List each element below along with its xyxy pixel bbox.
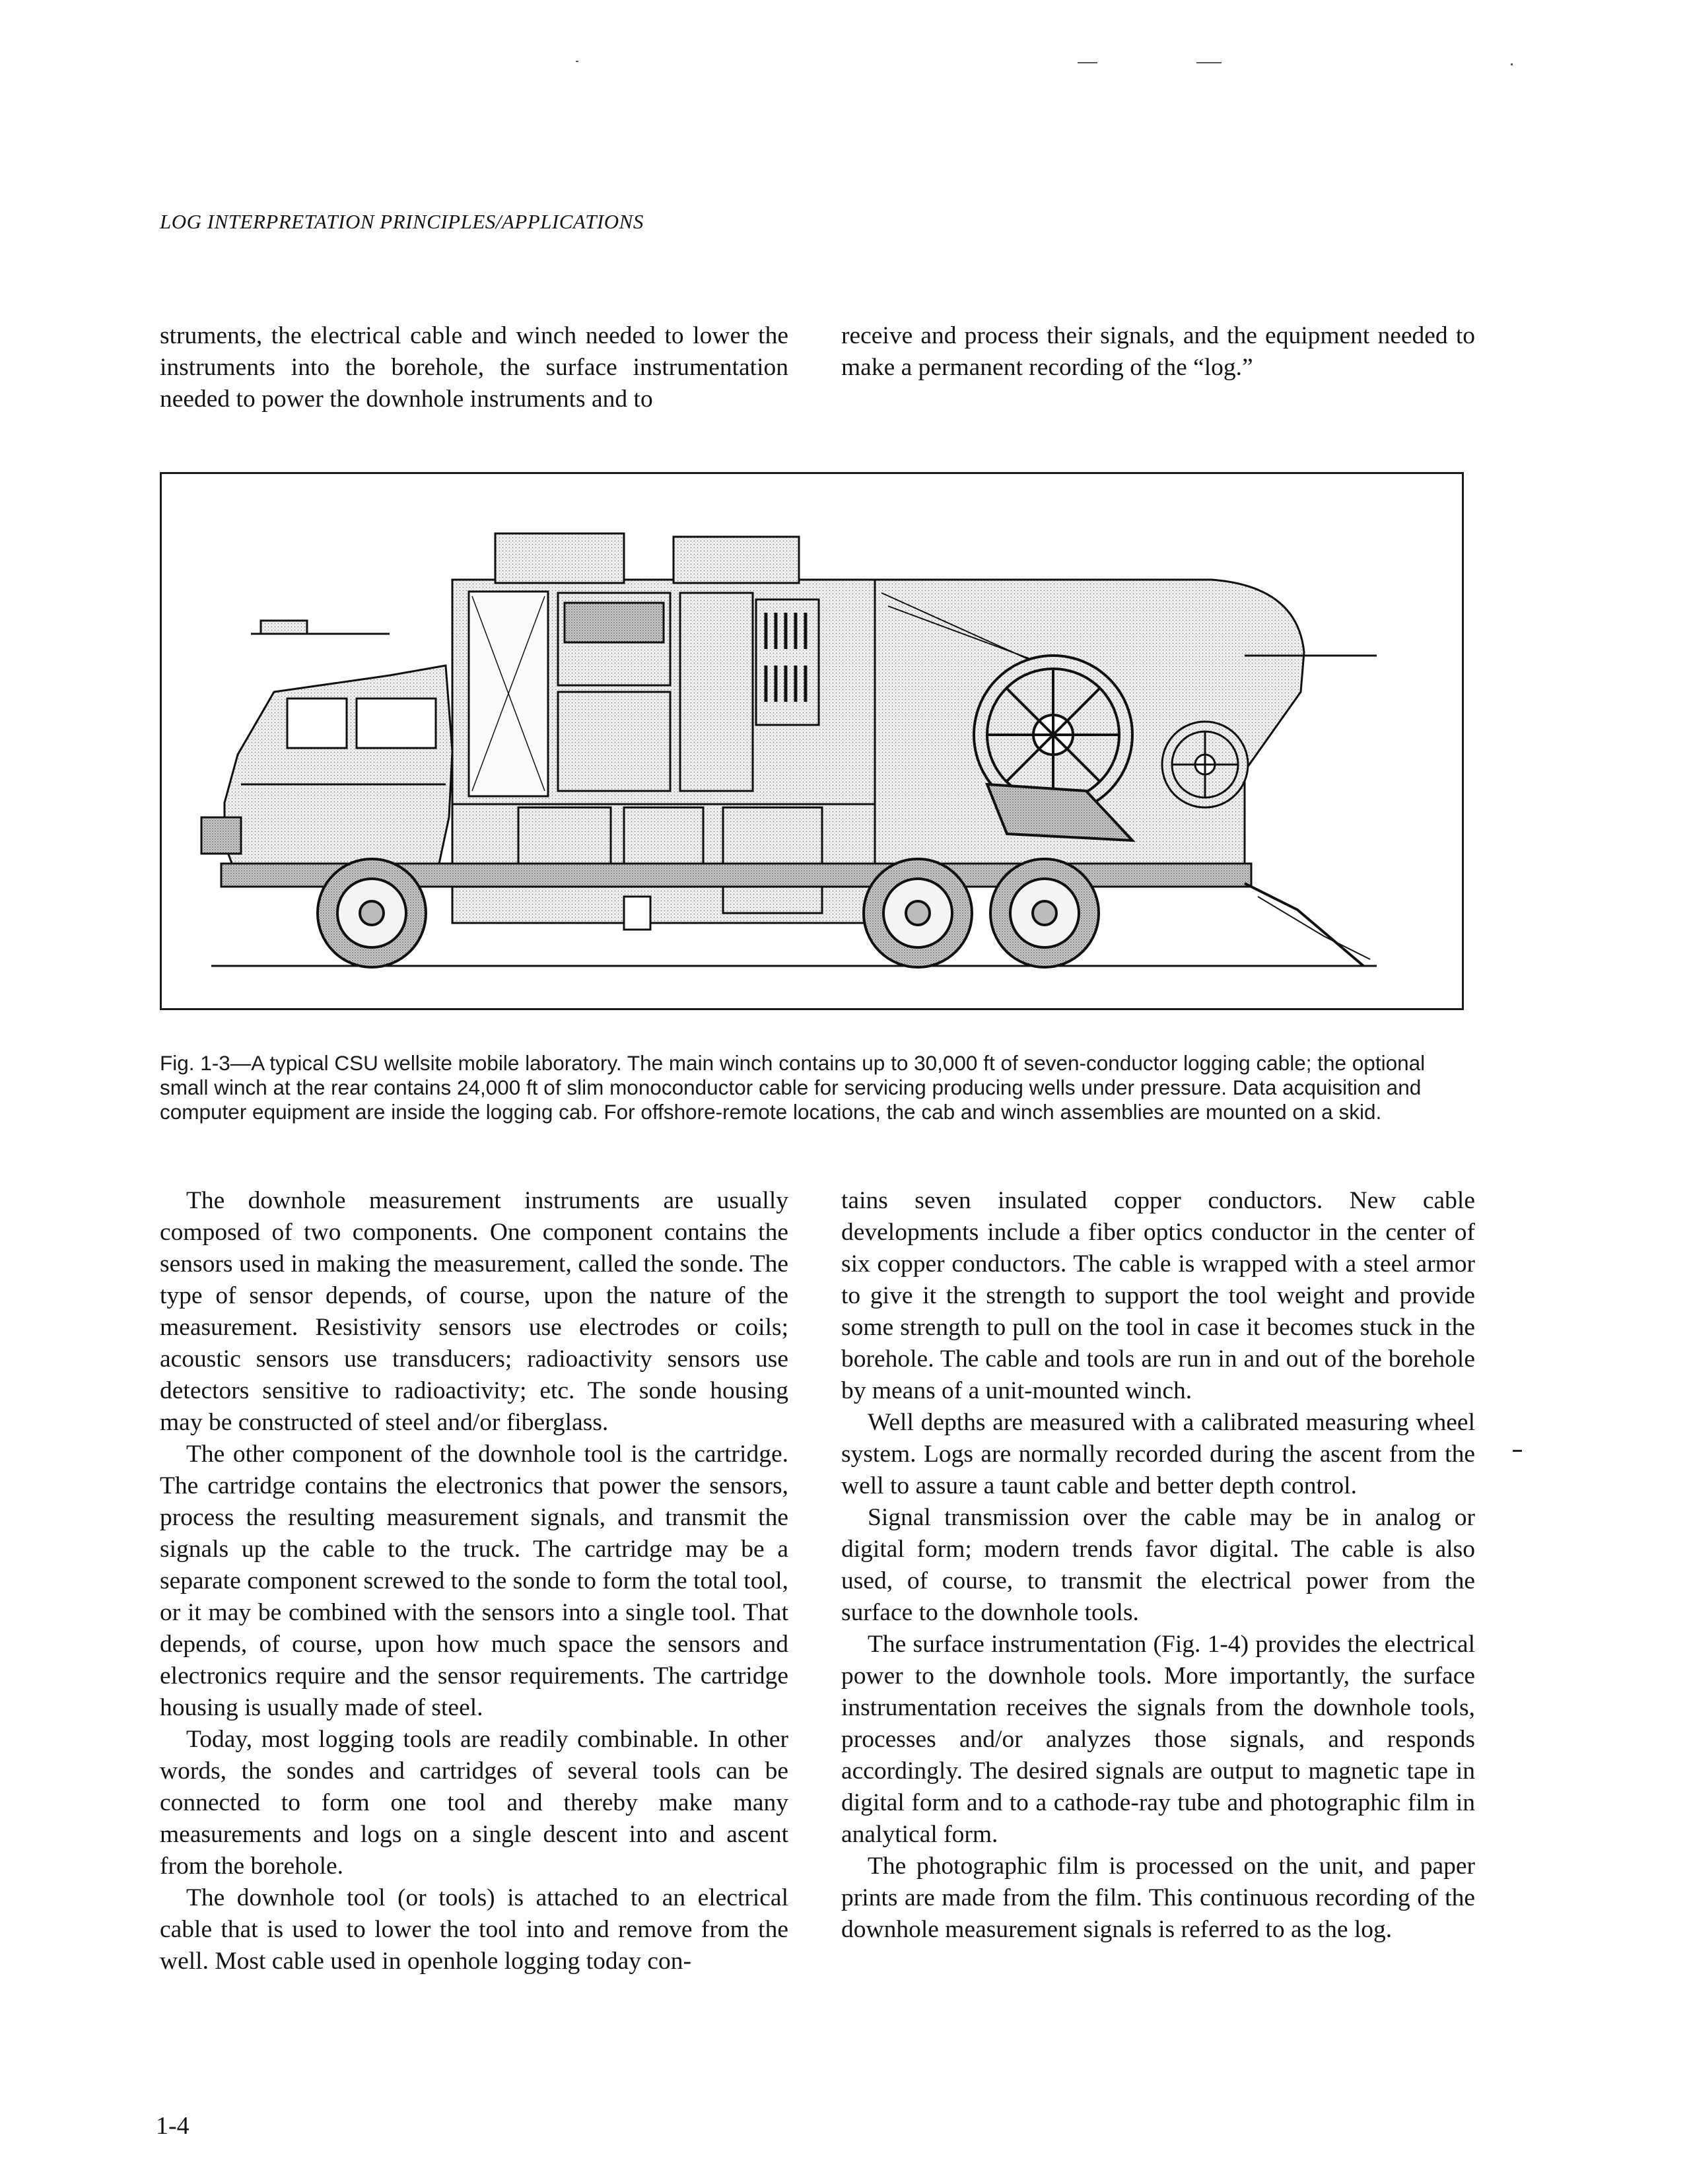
page-number: 1-4 (156, 2112, 190, 2140)
running-header: LOG INTERPRETATION PRINCIPLES/APPLICATIONS (160, 210, 644, 233)
truck-cab (201, 621, 452, 870)
scan-speck (1511, 63, 1513, 65)
top-text-left-column (160, 320, 788, 415)
paragraph: Today, most logging tools are readily combinable. In other words, the sondes and cartridges of several tools can be connected to form one tool and thereby make many measurements and logs on a single descent into and ascent from the borehole. (160, 1726, 788, 1880)
paragraph: The photographic film is processed on the unit, and paper prints are made from the film. This continuous recording of the downhole measurement signals is referred to as the log. (841, 1853, 1475, 1943)
small-winch-drum (1162, 722, 1248, 807)
scan-speck (1196, 62, 1222, 63)
scan-speck (576, 61, 578, 62)
paragraph: struments, the electrical cable and winch needed to lower the instruments into the borehole, the surface instrumentation needed to power the downhole instruments and to (160, 322, 788, 413)
paragraph: receive and process their signals, and the equipment needed to make a permanent recording of the “log.” (841, 322, 1475, 381)
scan-speck (1513, 1450, 1522, 1452)
body-right-column (841, 1185, 1475, 1946)
figure-caption: Fig. 1-3—A typical CSU wellsite mobile laboratory. The main winch contains up to 30,000 ft of seven-conductor logging cable; the optional small winch at the rear contains 24,000 ft of slim monoconductor cable for servicing producing wells under pressure. Data acquisition and computer equipment are inside the logging cab. For offshore-remote locations, the cab and winch assemblies are mounted on a skid. (160, 1051, 1426, 1124)
wheel-rear-2 (990, 859, 1099, 967)
paragraph: tains seven insulated copper conductors. New cable developments include a fiber optics conductor in the center of six copper conductors. The cable is wrapped with a steel armor to give it the strength to support the tool weight and provide some strength to pull on the tool in case it becomes stuck in the borehole. The cable and tools are run in and out of the borehole by means of a unit-mounted winch. (841, 1187, 1475, 1404)
figure-frame (160, 472, 1464, 1010)
scan-speck (1078, 62, 1097, 63)
paragraph: The downhole measurement instruments are usually composed of two components. One component contains the sensors used in making the measurement, called the sonde. The type of sensor depends, of course, upon the nature of the measurement. Resistivity sensors use electrodes or coils; acoustic sensors use transducers; radioactivity sensors use detectors sensitive to radioactivity; etc. The sonde housing may be constructed of steel and/or fiberglass. (160, 1187, 788, 1436)
paragraph: Well depths are measured with a calibrated measuring wheel system. Logs are normally recorded during the ascent from the well to assure a taunt cable and better depth control. (841, 1409, 1475, 1499)
top-text-right-column (841, 320, 1475, 384)
wheel-rear-1 (864, 859, 972, 967)
body-left-column (160, 1185, 788, 1977)
logging-truck-illustration (162, 474, 1462, 1008)
paragraph: Signal transmission over the cable may be in analog or digital form; modern trends favor digital. The cable is also used, of course, to transmit the electrical power from the surface to the downhole tools. (841, 1504, 1475, 1626)
wheel-front (318, 859, 426, 967)
paragraph: The other component of the downhole tool is the cartridge. The cartridge contains the electronics that power the sensors, process the resulting measurement signals, and transmit the signals up the cable to the truck. The cartridge may be a separate component screwed to the sonde to form the total tool, or it may be combined with the sensors into a single tool. That depends, of course, upon how much space the sensors and electronics require and the sensor requirements. The cartridge housing is usually made of steel. (160, 1441, 788, 1721)
paragraph: The surface instrumentation (Fig. 1-4) provides the electrical power to the downhole tools. More importantly, the surface instrumentation receives the signals from the downhole tools, processes and/or analyzes those signals, and responds accordingly. The desired signals are output to magnetic tape in digital form and to a cathode-ray tube and photographic film in analytical form. (841, 1631, 1475, 1848)
paragraph: The downhole tool (or tools) is attached to an electrical cable that is used to lower the tool into and remove from the well. Most cable used in openhole logging today con- (160, 1884, 788, 1975)
